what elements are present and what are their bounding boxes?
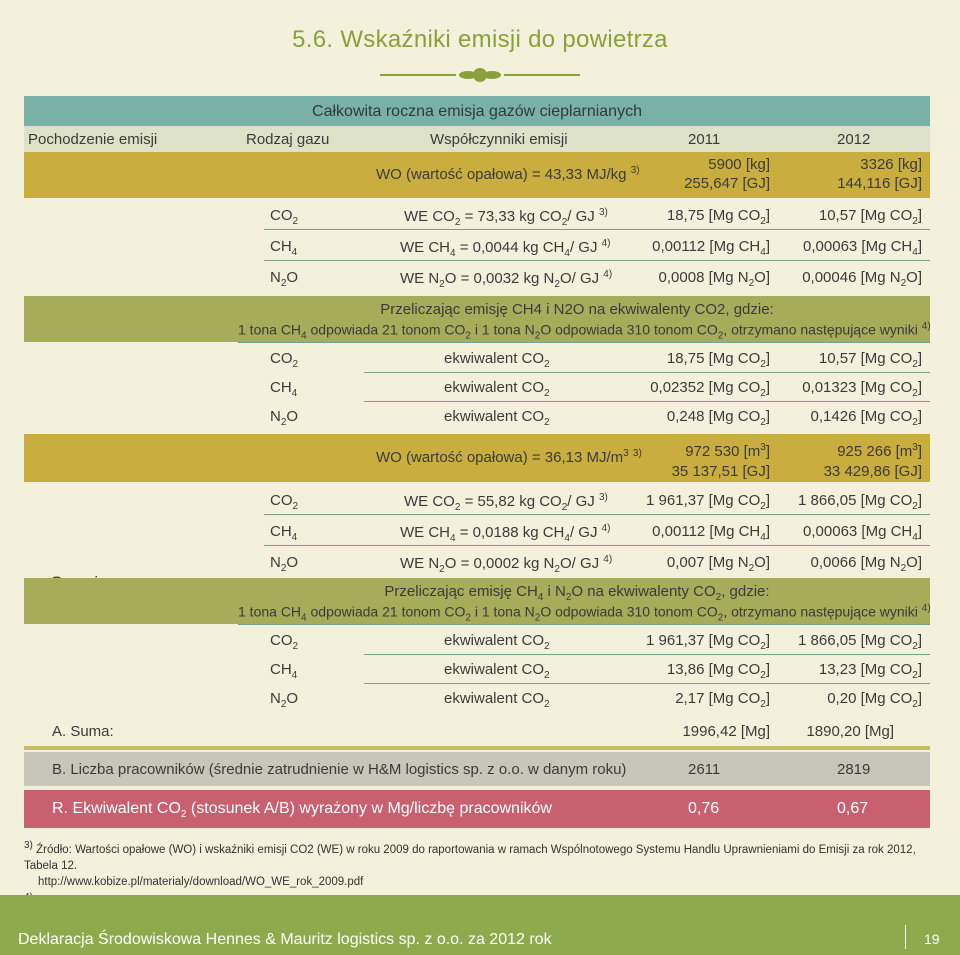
gas-wo-2012: 925 266 $[m^3]$ 33 429,86 [GJ] (823, 442, 922, 480)
oil-wo-2011: 5900 [kg] 255,647 [GJ] (684, 156, 770, 192)
eq-label: ekwiwalent $CO_2$ (444, 379, 550, 399)
header-origin: Pochodzenie emisji (28, 131, 158, 148)
footer-separator (905, 925, 906, 949)
table-title: Całkowita roczna emisja gazów cieplarnianych (312, 103, 642, 120)
gas-conversion-row (24, 578, 930, 624)
eq-label: ekwiwalent $CO_2$ (444, 690, 550, 710)
factor: WE $N_2O = 0,0032$ kg $N_2O/$ GJ $^{4)}$ (400, 269, 613, 290)
gas-name: $CH_4$ (270, 238, 298, 258)
gas-name: $CH_4$ (270, 661, 298, 681)
value-2011: 18,75 [Mg $CO_2$] (666, 207, 770, 227)
gas-name: $CH_4$ (270, 523, 298, 543)
factor: WE $CO_2 = 55,82$ kg $CO_2/$ GJ $^{3)}$ (404, 492, 608, 513)
employees-2012: 2819 (837, 761, 871, 778)
factor: WE $CH_4 = 0,0188$ kg $CH_4/$ GJ $^{4)}$ (400, 523, 611, 544)
value-2012: 0,01323 [Mg $CO_2$] (802, 379, 922, 399)
value-2011: 1 961,37 [Mg $CO_2$] (646, 492, 770, 512)
value-2011: 1 961,37 [Mg $CO_2$] (646, 632, 770, 652)
oil-wo-label: WO (wartość opałowa) = 43,33 MJ/kg $^{3)}$ (376, 165, 640, 183)
value-2012: 0,0066 [Mg $N_2O$] (810, 554, 922, 574)
value-2012: 13,23 [Mg $CO_2$] (818, 661, 922, 681)
factor: WE $CO_2 = 73,33$ kg $CO_2/$ GJ $^{3)}$ (404, 207, 608, 228)
table-header-row (24, 126, 930, 152)
value-2011: 13,86 [Mg $CO_2$] (666, 661, 770, 681)
oil-eq-n2o (24, 402, 930, 430)
footnote-3-url[interactable]: http://www.kobize.pl/materialy/download/WO_WE_rok_2009.pdf (38, 875, 364, 888)
eq-label: ekwiwalent $CO_2$ (444, 661, 550, 681)
ratio-row (24, 790, 930, 828)
value-2012: 0,00063 [Mg $CH_4$] (803, 523, 922, 543)
value-2011: 0,00112 [Mg $CH_4$] (652, 238, 770, 258)
gas-name: $CO_2$ (270, 492, 299, 512)
ratio-2012: 0,67 (837, 800, 869, 817)
suma-label: A. Suma: (52, 723, 114, 740)
oil-conversion-row (24, 296, 930, 342)
page-number: 19 (924, 931, 940, 947)
oil-row-ch4 (24, 230, 930, 260)
value-2011: 0,248 [Mg $CO_2$] (666, 408, 770, 428)
value-2011: 0,007 [Mg $N_2O$] (666, 554, 770, 574)
footer-text: Deklaracja Środowiskowa Hennes & Mauritz logistics sp. z o.o. za 2012 rok (18, 931, 552, 948)
header-2011: 2011 (688, 131, 721, 148)
eq-label: ekwiwalent $CO_2$ (444, 350, 550, 370)
gas-name: $N_2O$ (270, 554, 299, 574)
oil-eq-ch4 (24, 373, 930, 401)
oil-eq-co2 (24, 344, 930, 372)
suma-2012: 1890,20 [Mg] (806, 723, 894, 740)
gas-eq-co2 (24, 626, 930, 654)
gas-name: $CO_2$ (270, 632, 299, 652)
gas-name: $CO_2$ (270, 350, 299, 370)
value-2011: 2,17 [Mg $CO_2$] (675, 690, 770, 710)
gas-name: $N_2O$ (270, 269, 299, 289)
ratio-label: R. Ekwiwalent $CO_2$ (stosunek A/B) wyrażony w Mg/liczbę pracowników (52, 800, 552, 821)
oil-wo-2012: 3326 [kg] 144,116 [GJ] (837, 156, 922, 192)
value-2011: 0,0008 [Mg $N_2O$] (658, 269, 770, 289)
gas-eq-ch4 (24, 655, 930, 683)
value-2011: 0,02352 [Mg $CO_2$] (650, 379, 770, 399)
value-2012: 10,57 [Mg $CO_2$] (818, 350, 922, 370)
value-2011: 18,75 [Mg $CO_2$] (666, 350, 770, 370)
value-2012: 0,20 [Mg $CO_2$] (827, 690, 922, 710)
gas-conv-line2: 1 tona $CH_4$ odpowiada 21 tonom $CO_2$ i 1 tona $N_2O$ odpowiada 310 tonom $CO_2$, otrzymano następujące wyniki $^{4)}$ (238, 603, 931, 624)
page-title: 5.6. Wskaźniki emisji do powietrza (292, 26, 668, 53)
value-2012: 1 866,05 [Mg $CO_2$] (798, 632, 922, 652)
suma-2011: 1996,42 [Mg] (682, 723, 770, 740)
footnote-3: $^{3)}$ Źródło: Wartości opałowe (WO) i wskaźniki emisji CO2 (WE) w roku 2009 do raportowania w ramach Wspólnotowego Systemu Handlu Uprawnieniami do Emisji za rok 2012, Tabela 12. (24, 840, 916, 872)
gas-wo-row (24, 434, 930, 482)
gas-row-ch4 (24, 515, 930, 545)
value-2012: 1 866,05 [Mg $CO_2$] (798, 492, 922, 512)
gas-name: $N_2O$ (270, 408, 299, 428)
gas-name: $CH_4$ (270, 379, 298, 399)
value-2012: 10,57 [Mg $CO_2$] (818, 207, 922, 227)
eq-label: ekwiwalent $CO_2$ (444, 632, 550, 652)
gas-row-n2o (24, 546, 930, 576)
header-gas: Rodzaj gazu (246, 131, 330, 148)
value-2012: 0,00046 [Mg $N_2O$] (802, 269, 922, 289)
table-title-bar (24, 96, 930, 126)
page-footer (0, 895, 960, 955)
gas-row-co2 (24, 484, 930, 514)
value-2012: 0,1426 [Mg $CO_2$] (810, 408, 922, 428)
gas-eq-n2o (24, 684, 930, 712)
gas-conv-line1: Przeliczając emisję $CH_4$ i $N_2O$ na ekwiwalenty $CO_2$, gdzie: (384, 583, 770, 603)
oil-row-n2o (24, 261, 930, 291)
value-2011: 0,00112 [Mg $CH_4$] (652, 523, 770, 543)
gas-wo-label: WO (wartość opałowa) = 36,13 $MJ/m^3$ $^{3)}$ (376, 448, 642, 466)
eq-label: ekwiwalent $CO_2$ (444, 408, 550, 428)
gas-wo-2011: 972 530 $[m^3]$ 35 137,51 [GJ] (671, 442, 770, 480)
oil-row-co2 (24, 199, 930, 229)
gas-name: $CO_2$ (270, 207, 299, 227)
value-2012: 0,00063 [Mg $CH_4$] (803, 238, 922, 258)
gas-name: $N_2O$ (270, 690, 299, 710)
factor: WE $CH_4 = 0,0044$ kg $CH_4/$ GJ $^{4)}$ (400, 238, 611, 259)
divider (24, 746, 930, 750)
employees-row (24, 752, 930, 786)
employees-2011: 2611 (688, 761, 721, 778)
oil-wo-row (24, 152, 930, 198)
factor: WE $N_2O = 0,0002$ kg $N_2O/$ GJ $^{4)}$ (400, 554, 613, 575)
leaf-ornament-icon (380, 64, 580, 86)
header-factors: Współczynniki emisji (430, 131, 568, 148)
ratio-2011: 0,76 (688, 800, 720, 817)
header-2012: 2012 (837, 131, 871, 148)
suma-row (24, 716, 930, 746)
oil-conv-line1: Przeliczając emisję CH4 i N2O na ekwiwalenty CO2, gdzie: (380, 301, 774, 318)
oil-conv-line2: 1 tona $CH_4$ odpowiada 21 tonom $CO_2$ i 1 tona $N_2O$ odpowiada 310 tonom $CO_2$, otrzymano następujące wyniki $^{4)}$ (238, 321, 931, 342)
employees-label: B. Liczba pracowników (średnie zatrudnienie w H&M logistics sp. z o.o. w danym roku) (52, 761, 627, 778)
